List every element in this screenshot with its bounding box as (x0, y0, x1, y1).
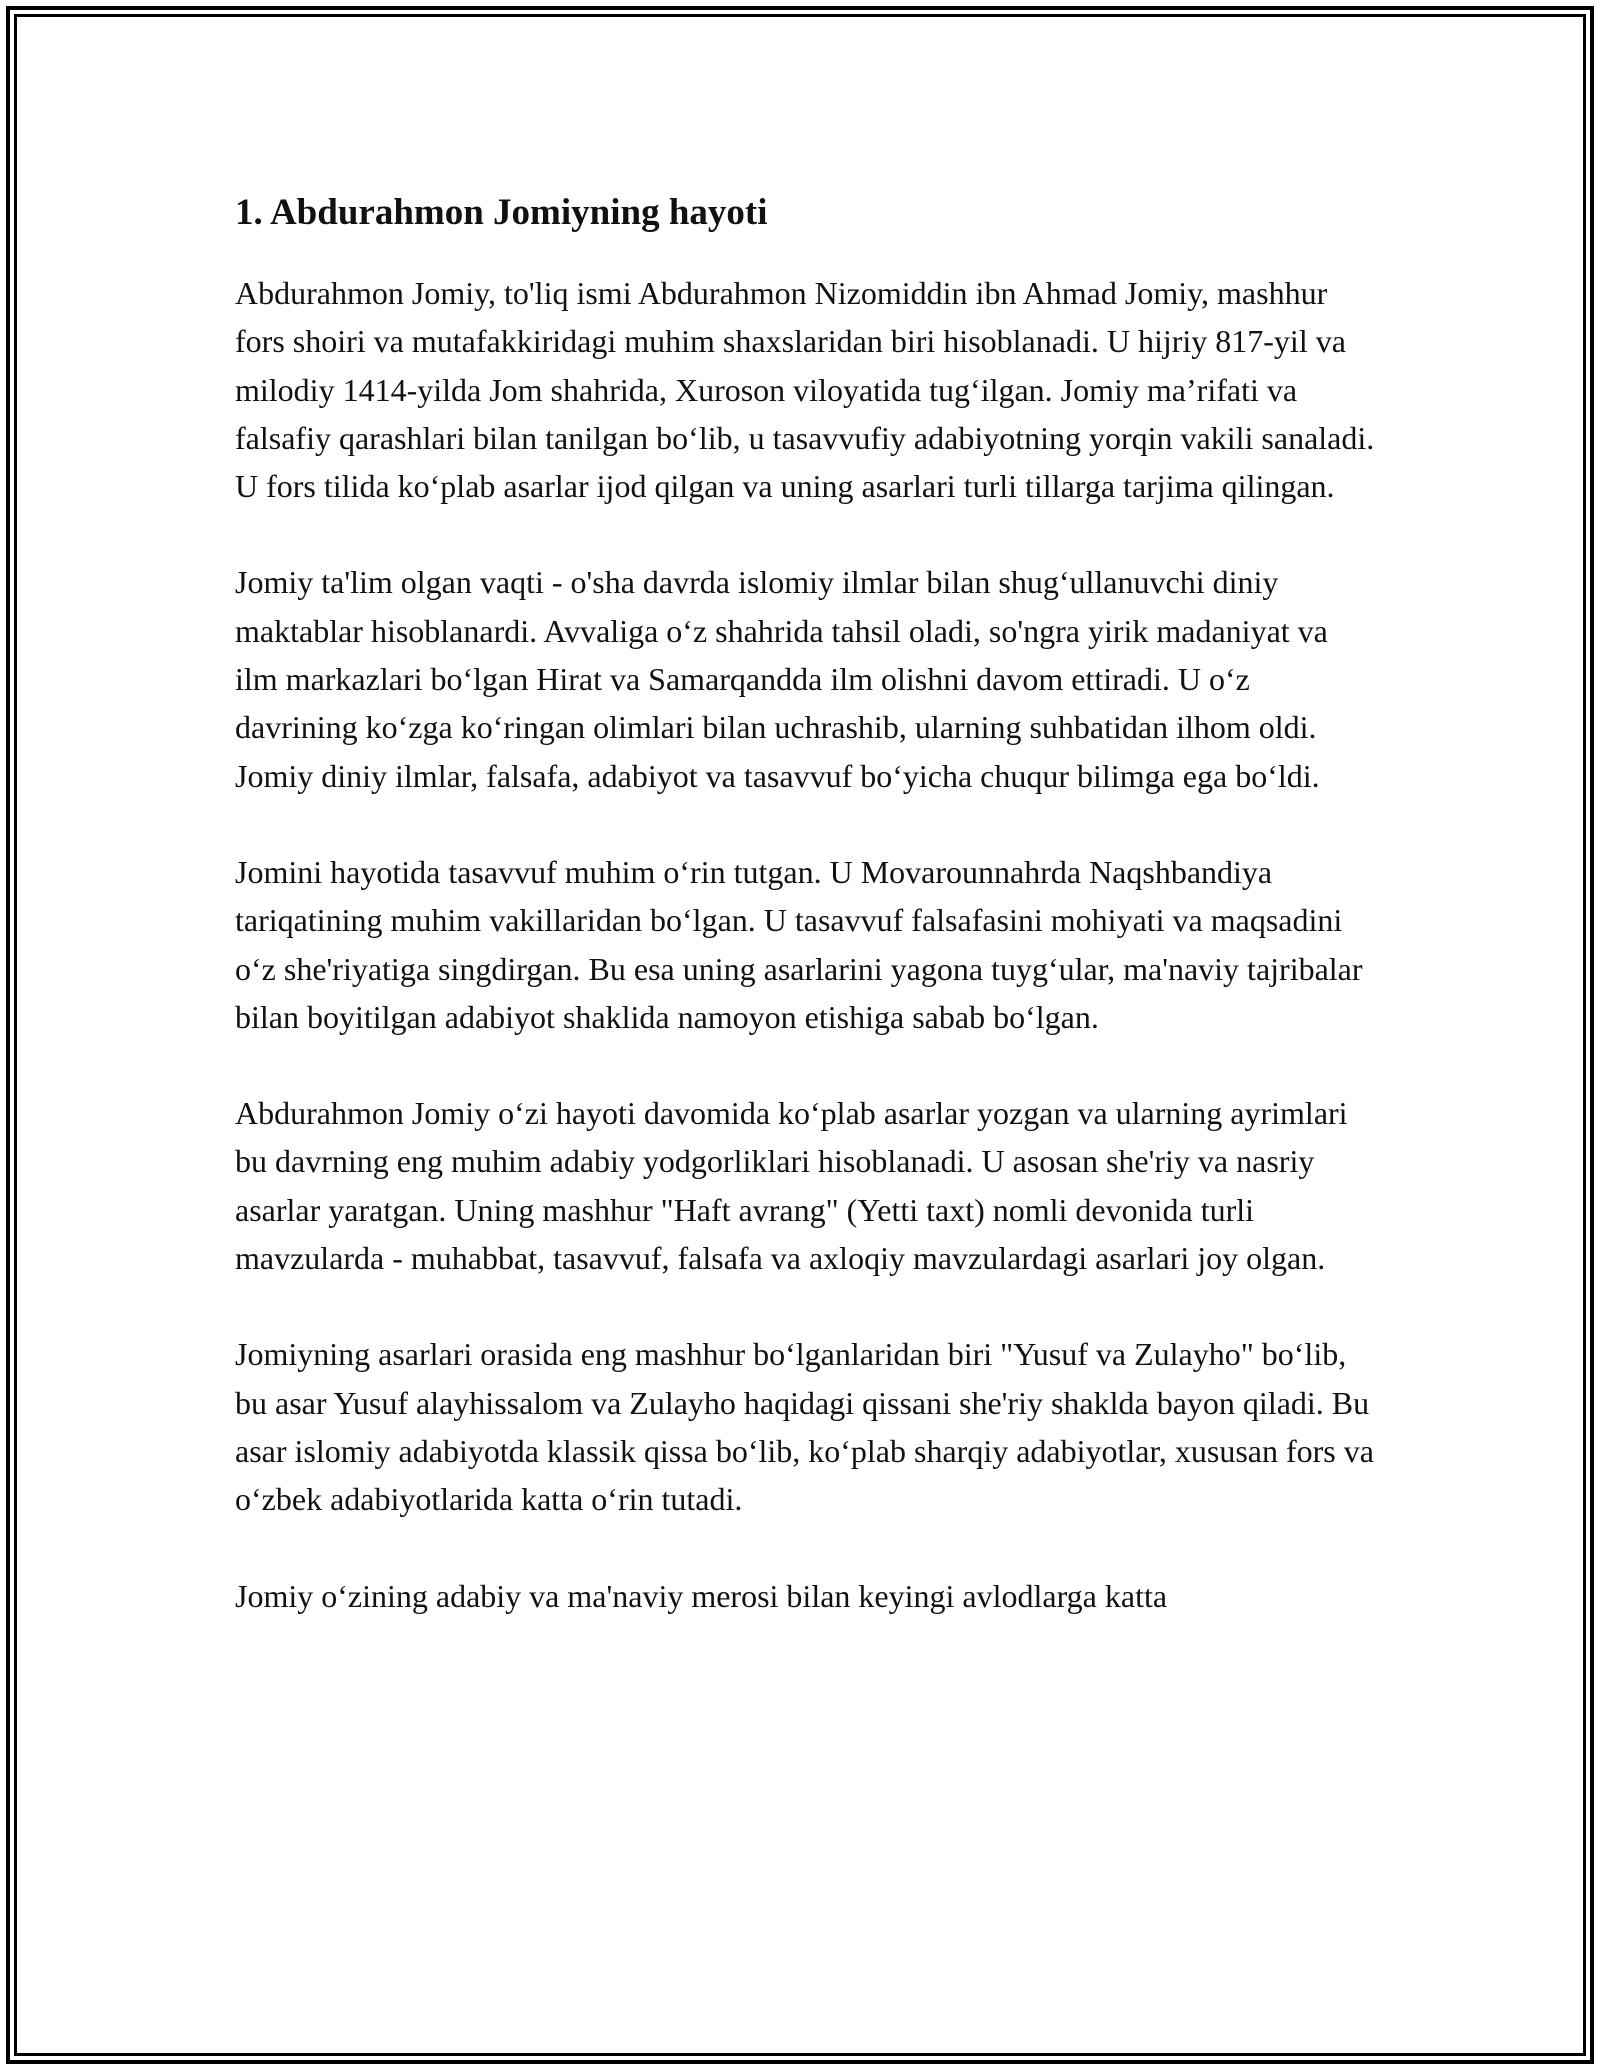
paragraph-4: Abdurahmon Jomiy o‘zi hayoti davomida ko‘plab asarlar yozgan va ularning ayrimlari bu davrning eng muhim adabiy yodgorliklari hisoblanadi. U asosan she'riy va nasriy asarlar yaratgan. Uning mashhur "Haft avrang" (Yetti taxt) nomli devonida turli mavzularda - muhabbat, tasavvuf, falsafa va axloqiy mavzulardagi asarlari joy olgan. (235, 1095, 1348, 1277)
paragraph-6: Jomiy o‘zining adabiy va ma'naviy merosi bilan keyingi avlodlarga katta (235, 1577, 1168, 1614)
section-heading: 1. Abdurahmon Jomiyning hayoti (235, 192, 768, 233)
document-page (235, 185, 1375, 1620)
paragraph-3: Jomini hayotida tasavvuf muhim o‘rin tutgan. U Movarounnahrda Naqshbandiya tariqatining muhim vakillaridan bo‘lgan. U tasavvuf falsafasini mohiyati va maqsadini o‘z she'riyatiga singdirgan. Bu esa uning asarlarini yagona tuyg‘ular, ma'naviy tajribalar bilan boyitilgan adabiyot shaklida namoyon etishiga sabab bo‘lgan. (235, 853, 1363, 1035)
paragraph-1: Abdurahmon Jomiy, to'liq ismi Abdurahmon Nizomiddin ibn Ahmad Jomiy, mashhur fors shoiri va mutafakkiridagi muhim shaxslaridan biri hisoblanadi. U hijriy 817-yil va milodiy 1414-yilda Jom shahrida, Xuroson viloyatida tug‘ilgan. Jomiy ma’rifati va falsafiy qarashlari bilan tanilgan bo‘lib, u tasavvufiy adabiyotning yorqin vakili sanaladi. U fors tilida ko‘plab asarlar ijod qilgan va uning asarlari turli tillarga tarjima qilingan. (235, 275, 1375, 505)
paragraph-5: Jomiyning asarlari orasida eng mashhur bo‘lganlaridan biri "Yusuf va Zulayho" bo‘lib, bu asar Yusuf alayhissalom va Zulayho haqidagi qissani she'riy shaklda bayon qiladi. Bu asar islomiy adabiyotda klassik qissa bo‘lib, ko‘plab sharqiy adabiyotlar, xususan fors va o‘zbek adabiyotlarida katta o‘rin tutadi. (235, 1336, 1374, 1518)
paragraph-2: Jomiy ta'lim olgan vaqti - o'sha davrda islomiy ilmlar bilan shug‘ullanuvchi diniy maktablar hisoblanardi. Avvaliga o‘z shahrida tahsil oladi, so'ngra yirik madaniyat va ilm markazlari bo‘lgan Hirat va Samarqandda ilm olishni davom ettiradi. U o‘z davrining ko‘zga ko‘ringan olimlari bilan uchrashib, ularning suhbatidan ilhom oldi. Jomiy diniy ilmlar, falsafa, adabiyot va tasavvuf bo‘yicha chuqur bilimga ega bo‘ldi. (235, 564, 1328, 794)
